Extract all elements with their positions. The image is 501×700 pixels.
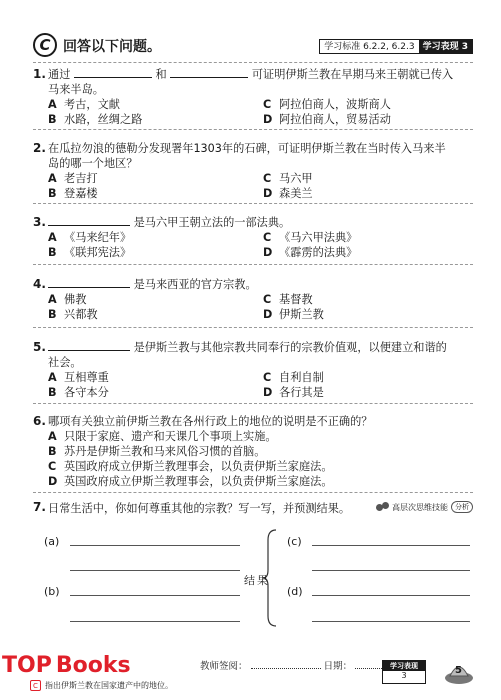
option-d[interactable]: D 英国政府成立伊斯兰教理事会，以负责伊斯兰家庭法。	[48, 475, 333, 488]
standard-box	[319, 39, 473, 54]
section-letter-badge: C	[33, 33, 57, 57]
question-text-pre: 通过	[48, 68, 71, 81]
divider	[33, 327, 473, 328]
teacher-sign	[200, 658, 400, 672]
logo-books: Books	[55, 652, 131, 678]
question-2	[33, 141, 473, 201]
logo-top: TOP	[2, 652, 52, 678]
answer-blank[interactable]	[170, 67, 248, 78]
footnote-text: 指出伊斯兰教在国家遗产中的地位。	[45, 681, 173, 690]
question-text: 是马来西亚的官方宗教。	[133, 278, 257, 291]
date-label: 日期：	[323, 661, 353, 672]
question-text-line2: 马来半岛。	[48, 83, 104, 96]
question-5	[33, 340, 473, 400]
option-d[interactable]: D 伊斯兰教	[263, 308, 324, 321]
performance-value: 3	[401, 671, 407, 680]
question-number: 5.	[33, 340, 46, 354]
options-grid	[48, 97, 473, 127]
options-grid	[48, 171, 473, 201]
question-7	[33, 500, 473, 516]
question-text-line2: 社会。	[48, 356, 82, 369]
options-grid	[48, 370, 473, 400]
hots-label: 高层次思维技能	[392, 502, 448, 512]
question-text: 日常生活中，你如何尊重其他的宗教？写一写，并预测结果。	[48, 502, 351, 515]
question-text: 哪项有关独立前伊斯兰教在各州行政上的地位的说明是不正确的？	[48, 415, 373, 428]
divider	[33, 129, 473, 130]
option-b[interactable]: B 水路，丝绸之路	[48, 113, 143, 126]
option-c[interactable]: C 《马六甲法典》	[263, 231, 358, 244]
c-icon: C	[30, 680, 41, 691]
question-number: 1.	[33, 67, 46, 81]
answer-line[interactable]	[70, 570, 240, 571]
question-text: 在瓜拉勿浪的德勒分发现署年1303年的石碑，可证明伊斯兰教在当时传入马来半	[48, 142, 446, 155]
answer-blank[interactable]	[48, 277, 130, 288]
answer-blank[interactable]	[74, 67, 152, 78]
answer-line[interactable]	[312, 570, 470, 571]
footnote	[30, 680, 173, 691]
answer-blank[interactable]	[48, 340, 130, 351]
option-a[interactable]: A 考古，文献	[48, 98, 120, 111]
option-c[interactable]: C 英国政府成立伊斯兰教理事会，以负责伊斯兰家庭法。	[48, 460, 333, 473]
result-label: 结果	[244, 574, 270, 587]
question-number: 3.	[33, 215, 46, 229]
question-text-post: 可证明伊斯兰教在早期马来王朝就已传入	[251, 68, 454, 81]
divider	[33, 492, 473, 493]
question-4	[33, 277, 473, 322]
option-c[interactable]: C 马六甲	[263, 172, 313, 185]
option-c[interactable]: C 阿拉伯商人，波斯商人	[263, 98, 391, 111]
answer-label-c: (c)	[287, 535, 302, 548]
section-title: 回答以下问题。	[63, 39, 161, 55]
question-number: 6.	[33, 414, 46, 428]
option-b[interactable]: B 兴都教	[48, 308, 98, 321]
option-a[interactable]: A 互相尊重	[48, 371, 109, 384]
performance-title: 学习表现	[383, 661, 425, 671]
hots-tag: 分析	[451, 501, 473, 513]
option-d[interactable]: D 各行其是	[263, 386, 324, 399]
answer-label-b: (b)	[44, 585, 60, 598]
option-a[interactable]: A 只限于家庭、遗产和天课几个事项上实施。	[48, 430, 277, 443]
sign-line[interactable]	[251, 668, 321, 669]
page-number-badge	[444, 656, 474, 686]
header-divider	[33, 62, 473, 63]
question-3	[33, 215, 473, 260]
option-b[interactable]: B 登嘉楼	[48, 187, 98, 200]
option-d[interactable]: D 阿拉伯商人，贸易活动	[263, 113, 391, 126]
question-text: 是伊斯兰教与其他宗教共同奉行的宗教价值观，以便建立和谐的	[133, 341, 447, 354]
question-text-mid: 和	[155, 68, 167, 81]
options-grid	[48, 230, 473, 260]
sign-label: 教师签阅：	[200, 661, 248, 672]
answer-label-d: (d)	[287, 585, 303, 598]
option-b[interactable]: B 各守本分	[48, 386, 109, 399]
answer-label-a: (a)	[44, 535, 60, 548]
option-a[interactable]: A 佛教	[48, 293, 87, 306]
answer-line[interactable]	[312, 545, 470, 546]
page-number: 5	[455, 665, 462, 676]
option-a[interactable]: A 《马来纪年》	[48, 231, 132, 244]
options-list	[48, 429, 473, 489]
question-number: 4.	[33, 277, 46, 291]
section-header	[33, 33, 473, 59]
option-d[interactable]: D 森美兰	[263, 187, 313, 200]
answer-line[interactable]	[70, 621, 240, 622]
question-text-line2: 岛的哪一个地区？	[48, 157, 138, 170]
option-b[interactable]: B 《联邦宪法》	[48, 246, 132, 259]
learning-performance: 学习表现 3	[419, 40, 472, 53]
brain-icon	[376, 502, 390, 512]
option-c[interactable]: C 自利自制	[263, 371, 324, 384]
option-d[interactable]: D 《霹雳的法典》	[263, 246, 358, 259]
divider	[33, 403, 473, 404]
performance-box	[382, 660, 426, 684]
option-b[interactable]: B 苏丹是伊斯兰教和马来风俗习惯的首脑。	[48, 445, 266, 458]
hots-badge	[376, 501, 473, 513]
option-c[interactable]: C 基督教	[263, 293, 313, 306]
learning-standard: 学习标准 6.2.2, 6.2.3	[324, 42, 415, 52]
answer-line[interactable]	[70, 595, 240, 596]
question-number: 7.	[33, 500, 46, 514]
option-a[interactable]: A 老吉打	[48, 172, 98, 185]
answer-line[interactable]	[312, 621, 470, 622]
question-text: 是马六甲王朝立法的一部法典。	[133, 216, 291, 229]
divider	[33, 264, 473, 265]
divider	[33, 203, 473, 204]
question-1	[33, 67, 473, 127]
answer-line[interactable]	[312, 595, 470, 596]
question-6	[33, 414, 473, 489]
topbooks-logo	[2, 645, 131, 685]
answer-line[interactable]	[70, 545, 240, 546]
options-grid	[48, 292, 473, 322]
answer-blank[interactable]	[48, 215, 130, 226]
question-number: 2.	[33, 141, 46, 155]
